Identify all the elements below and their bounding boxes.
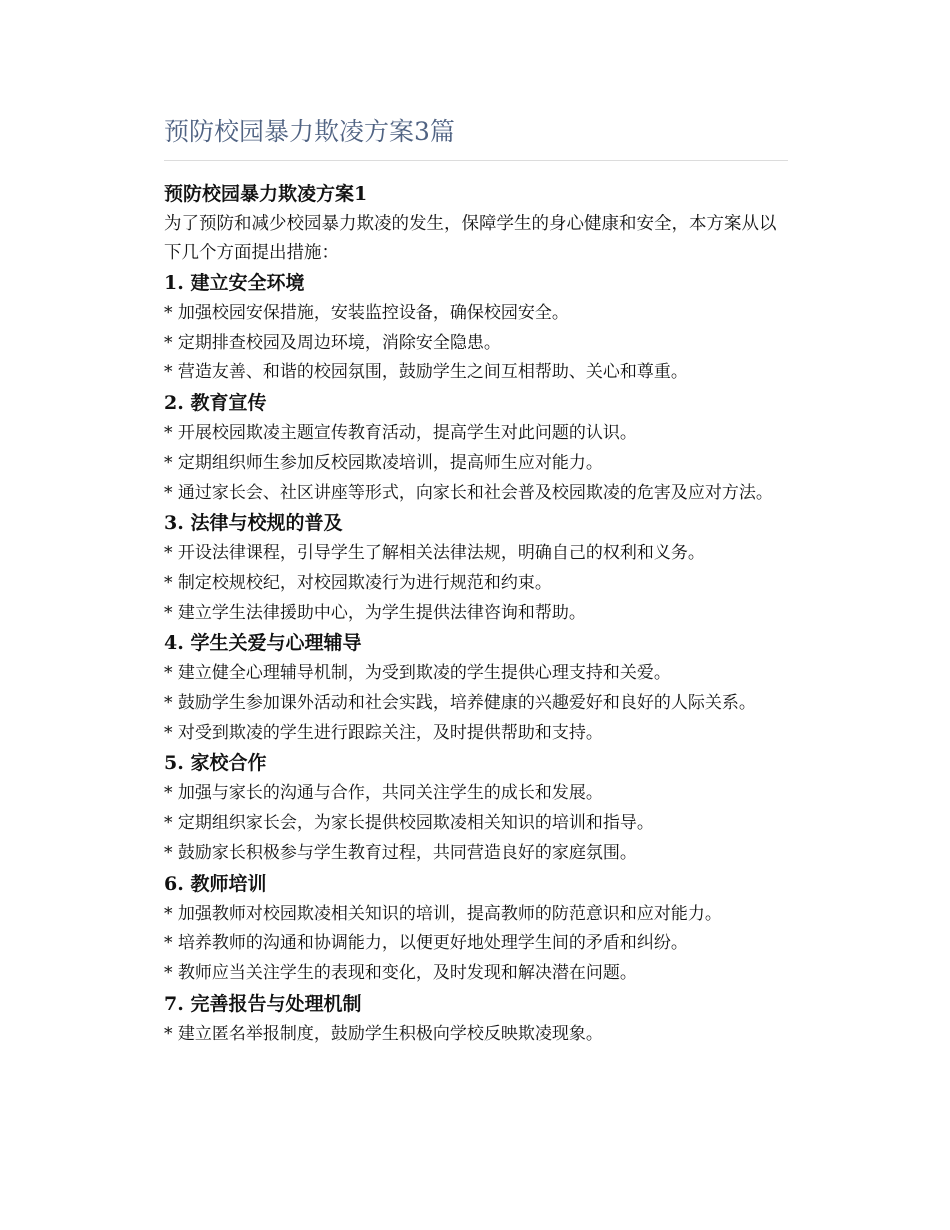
document-title: 预防校园暴力欺凌方案3篇 — [164, 117, 455, 146]
list-item: * 加强与家长的沟通与合作，共同关注学生的成长和发展。 — [164, 783, 603, 804]
list-item: * 建立匿名举报制度，鼓励学生积极向学校反映欺凌现象。 — [164, 1023, 603, 1044]
section-law-rules — [164, 508, 788, 628]
list-item: * 通过家长会、社区讲座等形式，向家长和社会普及校园欺凌的危害及应对方法。 — [164, 482, 773, 503]
list-item: * 加强校园安保措施，安装监控设备，确保校园安全。 — [164, 303, 569, 323]
section-heading: 4. 学生关爱与心理辅导 — [164, 632, 362, 655]
section-teacher-training — [164, 869, 788, 989]
list-item: * 定期排查校园及周边环境，消除安全隐患。 — [164, 332, 501, 353]
section-heading: 3. 法律与校规的普及 — [164, 512, 343, 535]
list-item: * 营造友善、和谐的校园氛围，鼓励学生之间互相帮助、关心和尊重。 — [164, 362, 688, 383]
list-item: * 建立学生法律援助中心，为学生提供法律咨询和帮助。 — [164, 602, 586, 623]
list-item: * 加强教师对校园欺凌相关知识的培训，提高教师的防范意识和应对能力。 — [164, 903, 722, 924]
section-heading: 2. 教育宣传 — [164, 392, 267, 415]
list-item: * 开设法律课程，引导学生了解相关法律法规，明确自己的权利和义务。 — [164, 543, 705, 564]
section-heading: 1. 建立安全环境 — [164, 272, 305, 294]
section-heading: 7. 完善报告与处理机制 — [164, 992, 362, 1015]
section-heading: 5. 家校合作 — [164, 752, 267, 775]
list-item: * 教师应当关注学生的表现和变化，及时发现和解决潜在问题。 — [164, 962, 637, 983]
document-body — [164, 178, 788, 1049]
section-student-care — [164, 628, 788, 748]
list-item: * 开展校园欺凌主题宣传教育活动，提高学生对此问题的认识。 — [164, 423, 637, 444]
list-item: * 对受到欺凌的学生进行跟踪关注，及时提供帮助和支持。 — [164, 722, 603, 743]
list-item: * 鼓励学生参加课外活动和社会实践，培养健康的兴趣爱好和良好的人际关系。 — [164, 693, 756, 714]
intro-paragraph: 为了预防和减少校园暴力欺凌的发生，保障学生的身心健康和安全，本方案从以下几个方面提出措施： — [164, 214, 777, 263]
section-education-publicity — [164, 388, 788, 508]
list-item: * 培养教师的沟通和协调能力，以便更好地处理学生间的矛盾和纠纷。 — [164, 933, 688, 954]
section-heading: 6. 教师培训 — [164, 872, 267, 895]
list-item: * 鼓励家长积极参与学生教育过程，共同营造良好的家庭氛围。 — [164, 842, 637, 863]
list-item: * 制定校规校纪，对校园欺凌行为进行规范和约束。 — [164, 572, 552, 593]
section-reporting-mechanism — [164, 989, 788, 1050]
list-item: * 建立健全心理辅导机制，为受到欺凌的学生提供心理支持和关爱。 — [164, 663, 671, 684]
section-safety-environment — [164, 268, 788, 388]
plan-title: 预防校园暴力欺凌方案1 — [164, 183, 368, 205]
list-item: * 定期组织家长会，为家长提供校园欺凌相关知识的培训和指导。 — [164, 813, 654, 834]
section-home-school — [164, 748, 788, 868]
list-item: * 定期组织师生参加反校园欺凌培训，提高师生应对能力。 — [164, 452, 603, 473]
title-divider — [164, 160, 788, 161]
